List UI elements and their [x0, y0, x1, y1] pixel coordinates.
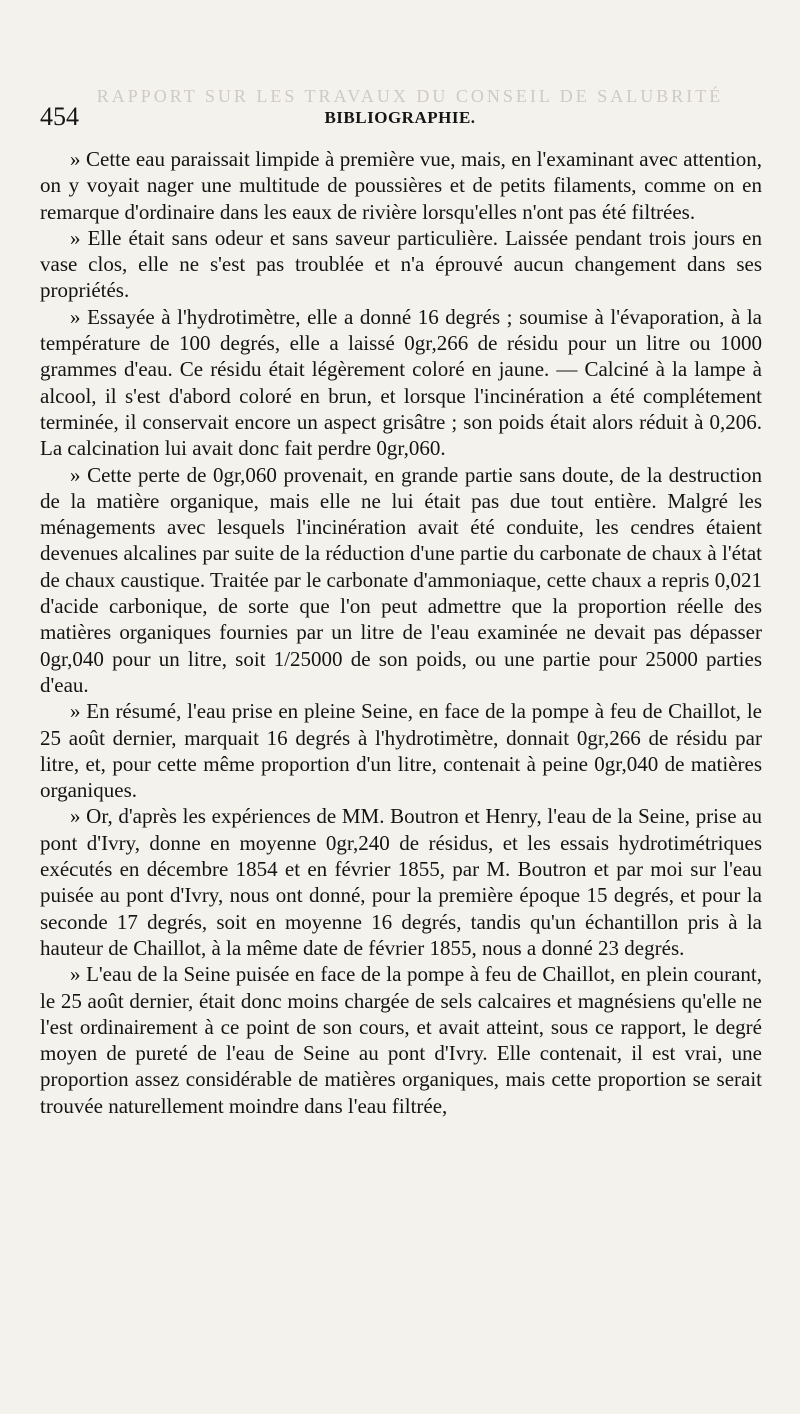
paragraph: » En résumé, l'eau prise en pleine Seine, en face de la pompe à feu de Chaillot, le 25 août dernier, marquait 16 degrés à l'hydrotimètre, donnait 0gr,266 de résidu par litre, et, pour cette même proportion d'un litre, contenait à peine 0gr,040 de matières organiques. [40, 699, 762, 803]
paragraph: » Cette perte de 0gr,060 provenait, en grande partie sans doute, de la destruction de la matière organique, mais elle ne lui était pas due tout entière. Malgré les ménagements avec lesquels l'incinération avait été conduite, les cendres étaient devenues alcalines par suite de la réduction d'une partie du carbonate de chaux à l'état de chaux caustique. Traitée par le carbonate d'ammoniaque, cette chaux a repris 0,021 d'acide carbonique, de sorte que l'on peut admettre que la proportion réelle des matières organiques fournies par un litre de l'eau examinée ne devait pas dépasser 0gr,040 pour un litre, soit 1/25000 de son poids, ou une partie pour 25000 parties d'eau. [40, 462, 762, 697]
paragraph: » Or, d'après les expériences de MM. Boutron et Henry, l'eau de la Seine, prise au pont d'Ivry, donne en moyenne 0gr,240 de résidus, et les essais hydrotimétriques exécutés en décembre 1854 et en février 1855, par M. Boutron et par moi sur l'eau puisée au pont d'Ivry, nous ont donné, pour la première époque 15 degrés, et pour la seconde 17 degrés, soit en moyenne 16 degrés, tandis qu'un échantillon pris à la hauteur de Chaillot, à la même date de février 1855, nous a donné 23 degrés. [40, 804, 762, 960]
paragraph: » Elle était sans odeur et sans saveur particulière. Laissée pendant trois jours en vase clos, elle ne s'est pas troublée et n'a éprouvé aucun changement dans ses propriétés. [40, 225, 762, 303]
paragraph: » L'eau de la Seine puisée en face de la pompe à feu de Chaillot, en plein courant, le 25 août dernier, était donc moins chargée de sels calcaires et magnésiens qu'elle ne l'est ordinairement à ce point de son cours, et avait atteint, sous ce rapport, le degré moyen de pureté de l'eau de Seine au pont d'Ivry. Elle contenait, il est vrai, une proportion assez considérable de matières organiques, mais cette proportion se serait trouvée naturellement moindre dans l'eau filtrée, [40, 962, 762, 1118]
page-header [40, 102, 760, 132]
page-number: 454 [40, 102, 79, 131]
bleed-through-text: RAPPORT SUR LES TRAVAUX DU CONSEIL DE SALUBRITÉ [96, 86, 724, 106]
page-body [40, 146, 762, 1119]
running-title: BIBLIOGRAPHIE. [324, 108, 476, 127]
paragraph: » Essayée à l'hydrotimètre, elle a donné 16 degrés ; soumise à l'évaporation, à la température de 100 degrés, elle a laissé 0gr,266 de résidu pour un litre ou 1000 grammes d'eau. Ce résidu était légèrement coloré en jaune. — Calciné à la lampe à alcool, il s'est d'abord coloré en brun, et lorsque l'incinération a été complétement terminée, il conservait encore un aspect grisâtre ; son poids était alors réduit à 0,206. La calcination lui avait donc fait perdre 0gr,060. [40, 304, 762, 461]
paragraph: » Cette eau paraissait limpide à première vue, mais, en l'examinant avec attention, on y voyait nager une multitude de poussières et de petits filaments, comme on en remarque d'ordinaire dans les eaux de rivière lorsqu'elles n'ont pas été filtrées. [40, 147, 762, 224]
